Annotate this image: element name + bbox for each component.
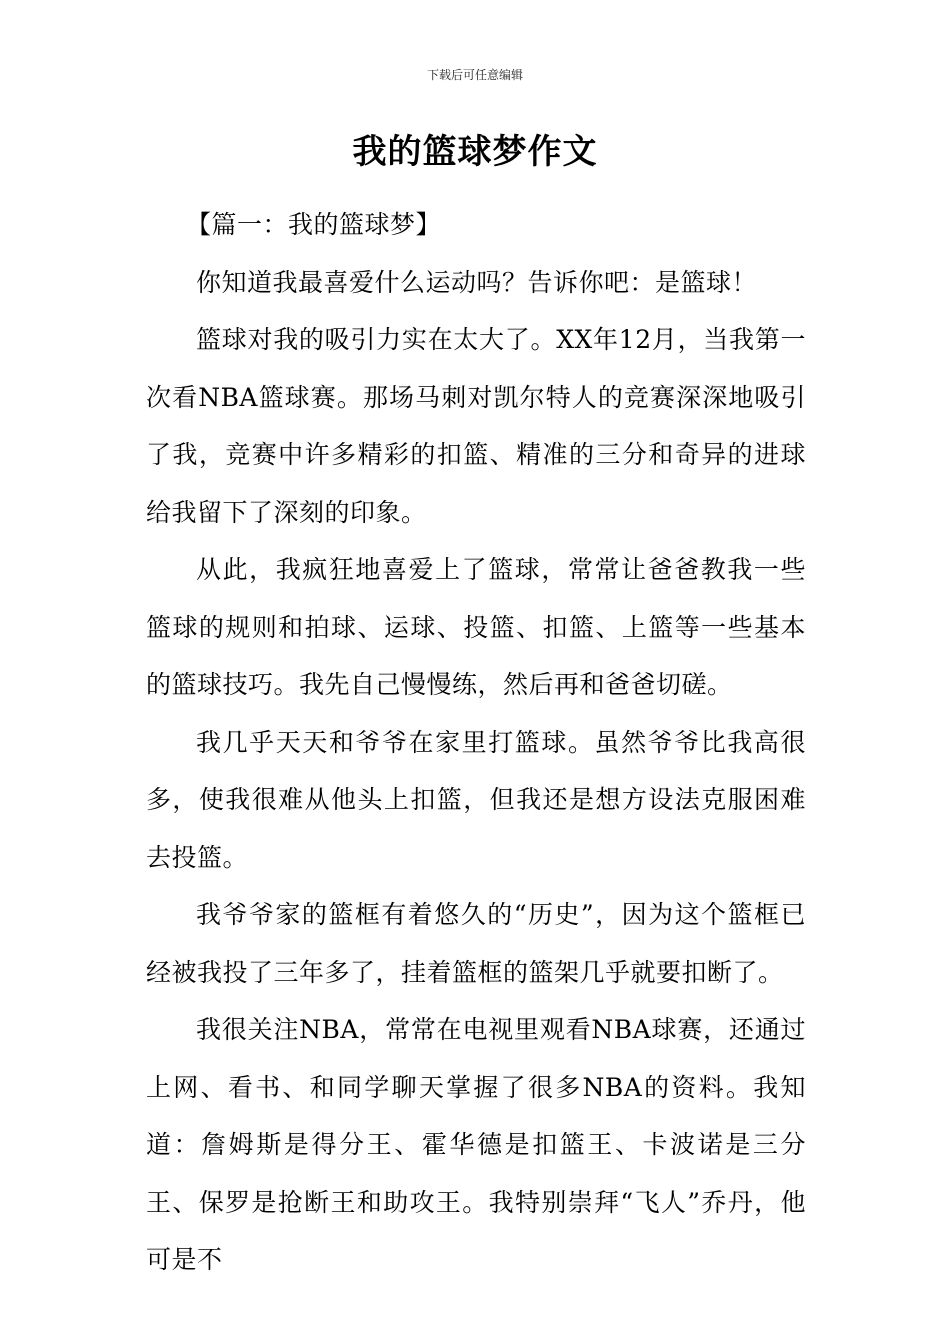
section-heading: 【篇一：我的篮球梦】	[186, 210, 442, 239]
paragraph-4: 我几乎天天和爷爷在家里打篮球。虽然爷爷比我高很多，使我很难从他头上扣篮，但我还是想方设法克服困难去投篮。	[146, 727, 806, 872]
paragraph-3: 从此，我疯狂地喜爱上了篮球，常常让爸爸教我一些篮球的规则和拍球、运球、投篮、扣篮、上篮等一些基本的篮球技巧。我先自己慢慢练，然后再和爸爸切磋。	[146, 555, 806, 699]
document-body	[146, 196, 806, 1289]
paragraph-5: 我爷爷家的篮框有着悠久的“历史”，因为这个篮框已经被我投了三年多了，挂着篮框的篮架几乎就要扣断了。	[146, 900, 806, 987]
header-note: 下载后可任意编辑	[426, 68, 523, 82]
paragraph-1: 你知道我最喜爱什么运动吗？告诉你吧：是篮球！	[196, 267, 758, 297]
paragraph-2: 篮球对我的吸引力实在太大了。XX年12月，当我第一次看NBA篮球赛。那场马刺对凯尔特人的竞赛深深地吸引了我，竞赛中许多精彩的扣篮、精准的三分和奇异的进球给我留下了深刻的印象。	[146, 325, 806, 527]
document-title: 我的篮球梦作文	[352, 132, 598, 172]
paragraph-6: 我很关注NBA，常常在电视里观看NBA球赛，还通过上网、看书、和同学聊天掌握了很多NBA的资料。我知道：詹姆斯是得分王、霍华德是扣篮王、卡波诺是三分王、保罗是抢断王和助攻王。我特别崇拜“飞人”乔丹，他可是不	[146, 1015, 806, 1274]
